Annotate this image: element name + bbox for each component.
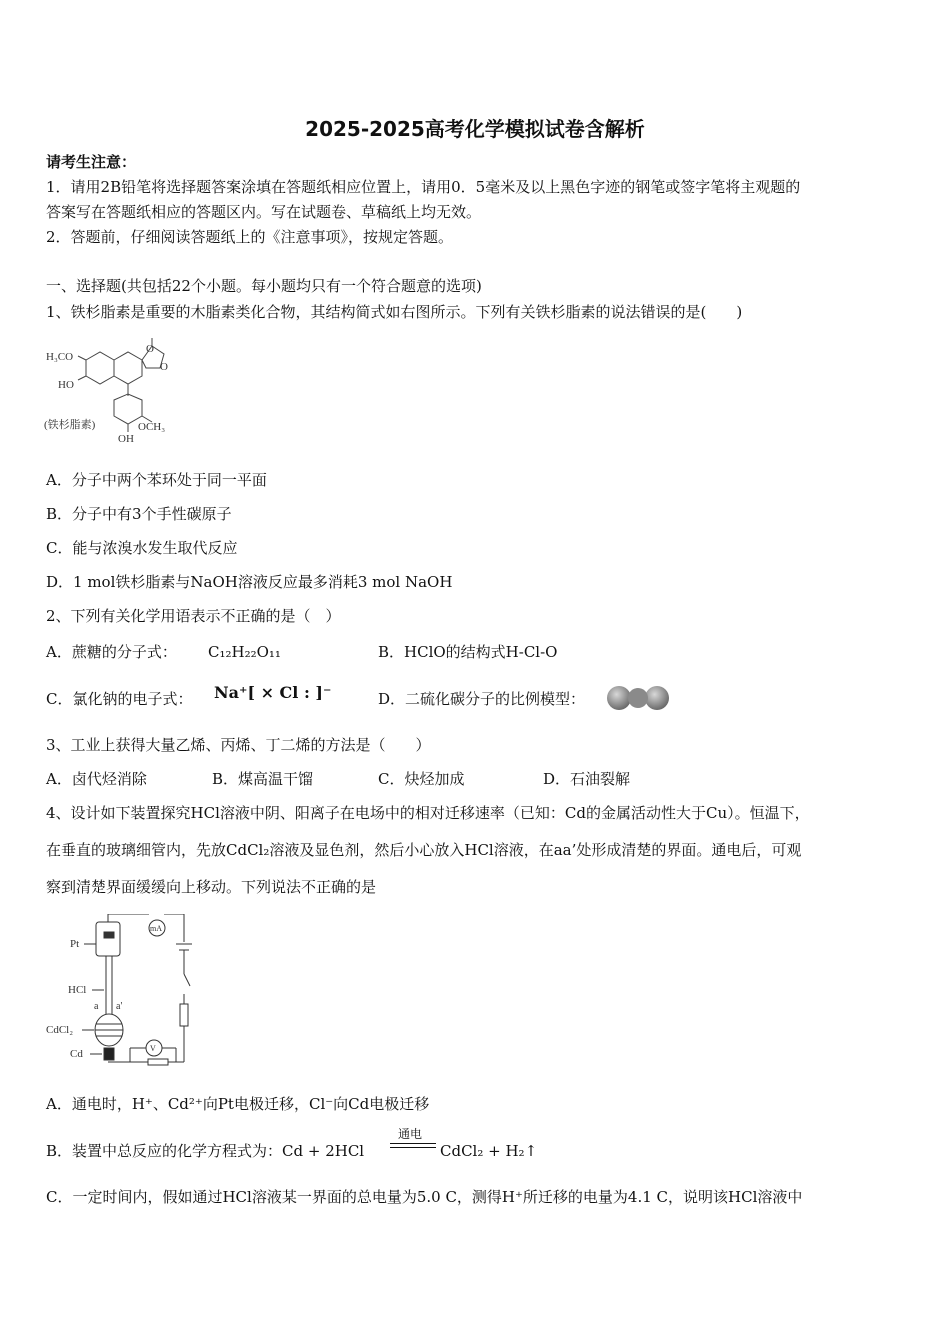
q4-label-ma: mA bbox=[150, 924, 162, 933]
reaction-arrow-line-2 bbox=[390, 1147, 436, 1148]
notice-item-1a: 1．请用2B铅笔将选择题答案涂填在答题纸相应位置上，请用0．5毫米及以上黑色字迹的钢笔或签字笔将主观题的 bbox=[46, 178, 801, 196]
q3-option-d: D．石油裂解 bbox=[543, 770, 631, 788]
q3-option-a: A．卤代烃消除 bbox=[46, 770, 147, 788]
notice-item-2: 2．答题前，仔细阅读答题纸上的《注意事项》，按规定答题。 bbox=[46, 228, 454, 246]
q1-option-b: B．分子中有3个手性碳原子 bbox=[46, 505, 232, 523]
q2-option-a-label: A．蔗糖的分子式： bbox=[46, 643, 177, 661]
q1-label-ho: HO bbox=[58, 379, 74, 391]
q4-stem-2: 在垂直的玻璃细管内，先放CdCl₂溶液及显色剂，然后小心放入HCl溶液，在aa’处形成清楚的界面。通电后，可观 bbox=[46, 841, 802, 859]
q1-stem: 1、铁杉脂素是重要的木脂素类化合物，其结构简式如右图所示。下列有关铁杉脂素的说法错误的是( ) bbox=[46, 303, 743, 321]
q1-structure-figure bbox=[42, 338, 182, 450]
q1-option-c: C．能与浓溴水发生取代反应 bbox=[46, 539, 238, 557]
q4-option-c: C．一定时间内，假如通过HCl溶液某一界面的总电量为5.0 C，测得H⁺所迁移的电量为4.1 C，说明该HCl溶液中 bbox=[46, 1188, 803, 1206]
q1-label-h3co: H₃CO bbox=[46, 351, 74, 363]
q4-label-a: a bbox=[94, 1001, 99, 1012]
reaction-arrow-line-1 bbox=[390, 1143, 436, 1144]
q4-option-b-condition: 通电 bbox=[398, 1127, 423, 1141]
q4-label-pt: Pt bbox=[70, 938, 80, 950]
q1-option-a: A．分子中两个苯环处于同一平面 bbox=[46, 471, 267, 489]
q1-option-d: D．1 mol铁杉脂素与NaOH溶液反应最多消耗3 mol NaOH bbox=[46, 573, 453, 591]
q1-label-oh: OH bbox=[118, 433, 134, 445]
q4-stem-3: 察到清楚界面缓缓向上移动。下列说法不正确的是 bbox=[46, 878, 377, 896]
section-heading: 一、选择题(共包括22个小题。每小题均只有一个符合题意的选项) bbox=[46, 277, 482, 295]
q4-option-b-label: B．装置中总反应的化学方程式为：Cd + 2HCl bbox=[46, 1142, 365, 1160]
q2-option-b: B．HClO的结构式H-Cl-O bbox=[378, 643, 558, 661]
q4-label-v: V bbox=[150, 1044, 156, 1053]
q4-label-hcl: HCl bbox=[68, 984, 87, 996]
q4-label-a-prime: a' bbox=[116, 1001, 123, 1012]
q1-label-o-ring: O bbox=[160, 361, 168, 373]
notice-item-1b: 答案写在答题纸相应的答题区内。写在试题卷、草稿纸上均无效。 bbox=[46, 203, 482, 221]
page-title: 2025-2025高考化学模拟试卷含解析 bbox=[305, 117, 645, 141]
q1-label-name: (铁杉脂素) bbox=[44, 419, 96, 431]
q3-option-c: C．炔烃加成 bbox=[378, 770, 465, 788]
q2-option-c-label: C．氯化钠的电子式： bbox=[46, 690, 193, 708]
q4-option-a: A．通电时，H⁺、Cd²⁺向Pt电极迁移，Cl⁻向Cd电极迁移 bbox=[46, 1095, 430, 1113]
q4-stem-1: 4、设计如下装置探究HCl溶液中阴、阳离子在电场中的相对迁移速率（已知：Cd的金属活动性大于Cu）。恒温下， bbox=[46, 804, 810, 822]
q4-option-b-product: CdCl₂ + H₂↑ bbox=[440, 1142, 538, 1160]
q3-stem: 3、工业上获得大量乙烯、丙烯、丁二烯的方法是（ ） bbox=[46, 736, 431, 754]
q2-option-a-formula: C₁₂H₂₂O₁₁ bbox=[208, 643, 281, 661]
cs2-space-filling-model bbox=[606, 684, 670, 712]
q4-label-cdcl2: CdCl₂ bbox=[46, 1024, 74, 1036]
q2-stem: 2、下列有关化学用语表示不正确的是（ ） bbox=[46, 607, 341, 625]
q3-option-b: B．煤高温干馏 bbox=[212, 770, 314, 788]
q2-option-c-formula: Na⁺[ × Cl : ]⁻ bbox=[214, 683, 332, 702]
q4-apparatus-figure bbox=[44, 914, 204, 1072]
q4-label-cd: Cd bbox=[70, 1048, 83, 1060]
notice-heading: 请考生注意： bbox=[46, 153, 137, 171]
q1-label-o-top: O bbox=[146, 343, 154, 355]
q1-label-och3: OCH₃ bbox=[138, 421, 166, 433]
q2-option-d-label: D．二硫化碳分子的比例模型： bbox=[378, 690, 586, 708]
